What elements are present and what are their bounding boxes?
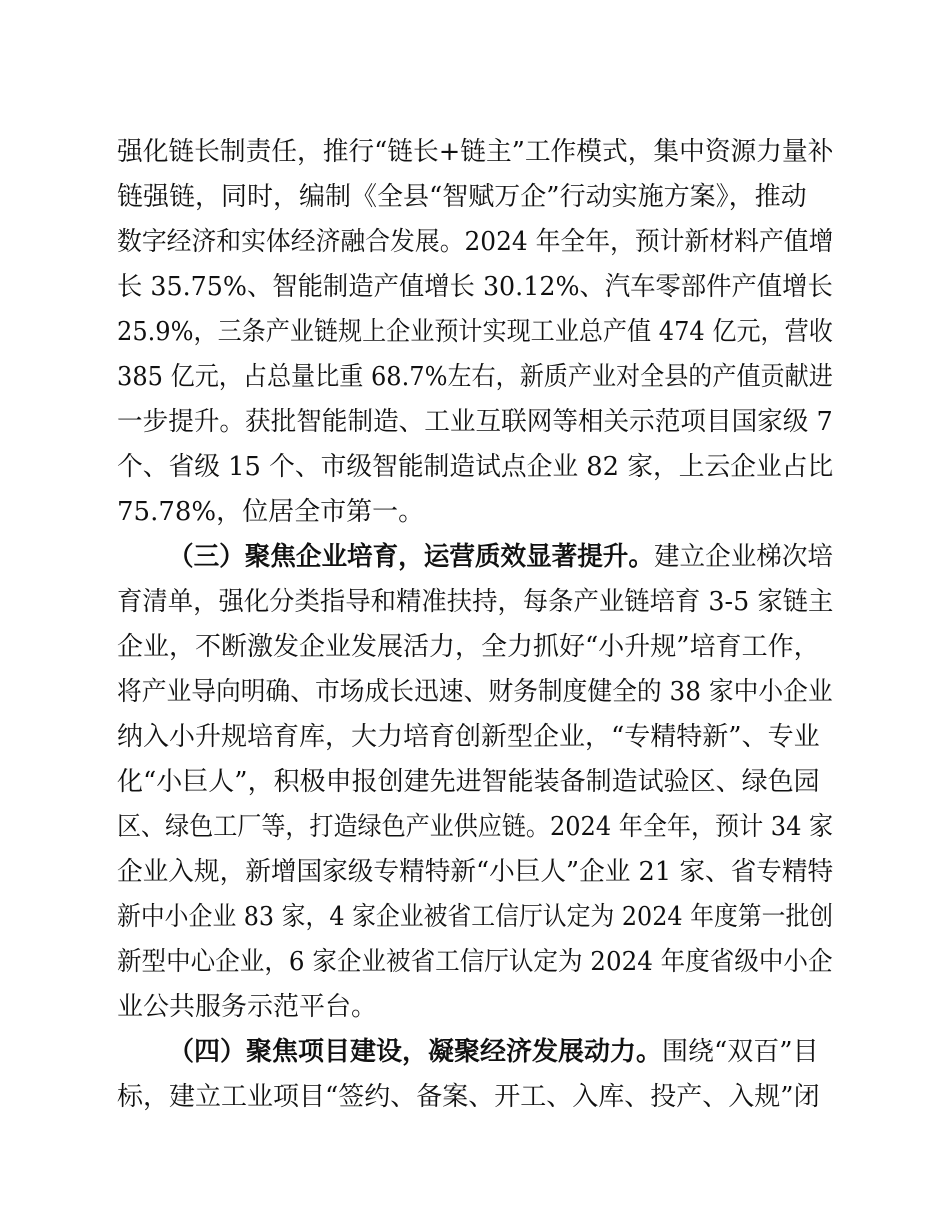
text-line: 业公共服务示范平台。	[117, 992, 378, 1022]
text-line: 企业入规，新增国家级专精特新“小巨人”企业 21 家、省专精特	[117, 857, 834, 887]
text-line: 25.9%，三条产业链规上企业预计实现工业总产值 474 亿元，营收	[117, 317, 833, 347]
section-3-heading: （三）聚焦企业培育，运营质效显著提升。	[168, 542, 654, 572]
section-4-heading: （四）聚焦项目建设，凝聚经济发展动力。	[168, 1037, 663, 1067]
section-heading-line	[168, 1037, 819, 1067]
text-line: 将产业导向明确、市场成长迅速、财务制度健全的 38 家中小企业	[117, 677, 833, 707]
text-line: 链强链，同时，编制《全县“智赋万企”行动实施方案》，推动	[117, 182, 807, 212]
text-line: 新中小企业 83 家，4 家企业被省工信厅认定为 2024 年度第一批创	[117, 902, 834, 932]
text-line: 385 亿元，占总量比重 68.7%左右，新质产业对全县的产值贡献进	[117, 362, 833, 392]
section-4-lead: 围绕“双百”目	[662, 1037, 819, 1067]
text-line: 纳入小升规培育库，大力培育创新型企业，“专精特新”、专业	[117, 722, 820, 752]
text-line: 标，建立工业项目“签约、备案、开工、入库、投产、入规”闭	[117, 1082, 820, 1112]
text-line: 强化链长制责任，推行“链长+链主”工作模式，集中资源力量补	[117, 137, 834, 167]
section-heading-line	[168, 542, 833, 572]
text-line: 数字经济和实体经济融合发展。2024 年全年，预计新材料产值增	[117, 227, 834, 257]
text-line: 75.78%，位居全市第一。	[117, 497, 425, 527]
text-line: 企业，不断激发企业发展活力，全力抓好“小升规”培育工作，	[117, 632, 820, 662]
section-3-lead: 建立企业梯次培	[653, 542, 834, 572]
text-line: 区、绿色工厂等，打造绿色产业供应链。2024 年全年，预计 34 家	[117, 812, 834, 842]
text-line: 新型中心企业，6 家企业被省工信厅认定为 2024 年度省级中小企	[117, 947, 833, 977]
text-line: 一步提升。获批智能制造、工业互联网等相关示范项目国家级 7	[117, 407, 833, 437]
text-line: 个、省级 15 个、市级智能制造试点企业 82 家，上云企业占比	[117, 452, 834, 482]
text-line: 育清单，强化分类指导和精准扶持，每条产业链培育 3-5 家链主	[117, 587, 834, 617]
text-line: 长 35.75%、智能制造产值增长 30.12%、汽车零部件产值增长	[117, 272, 833, 302]
text-line: 化“小巨人”，积极申报创建先进智能装备制造试验区、绿色园	[117, 767, 820, 797]
